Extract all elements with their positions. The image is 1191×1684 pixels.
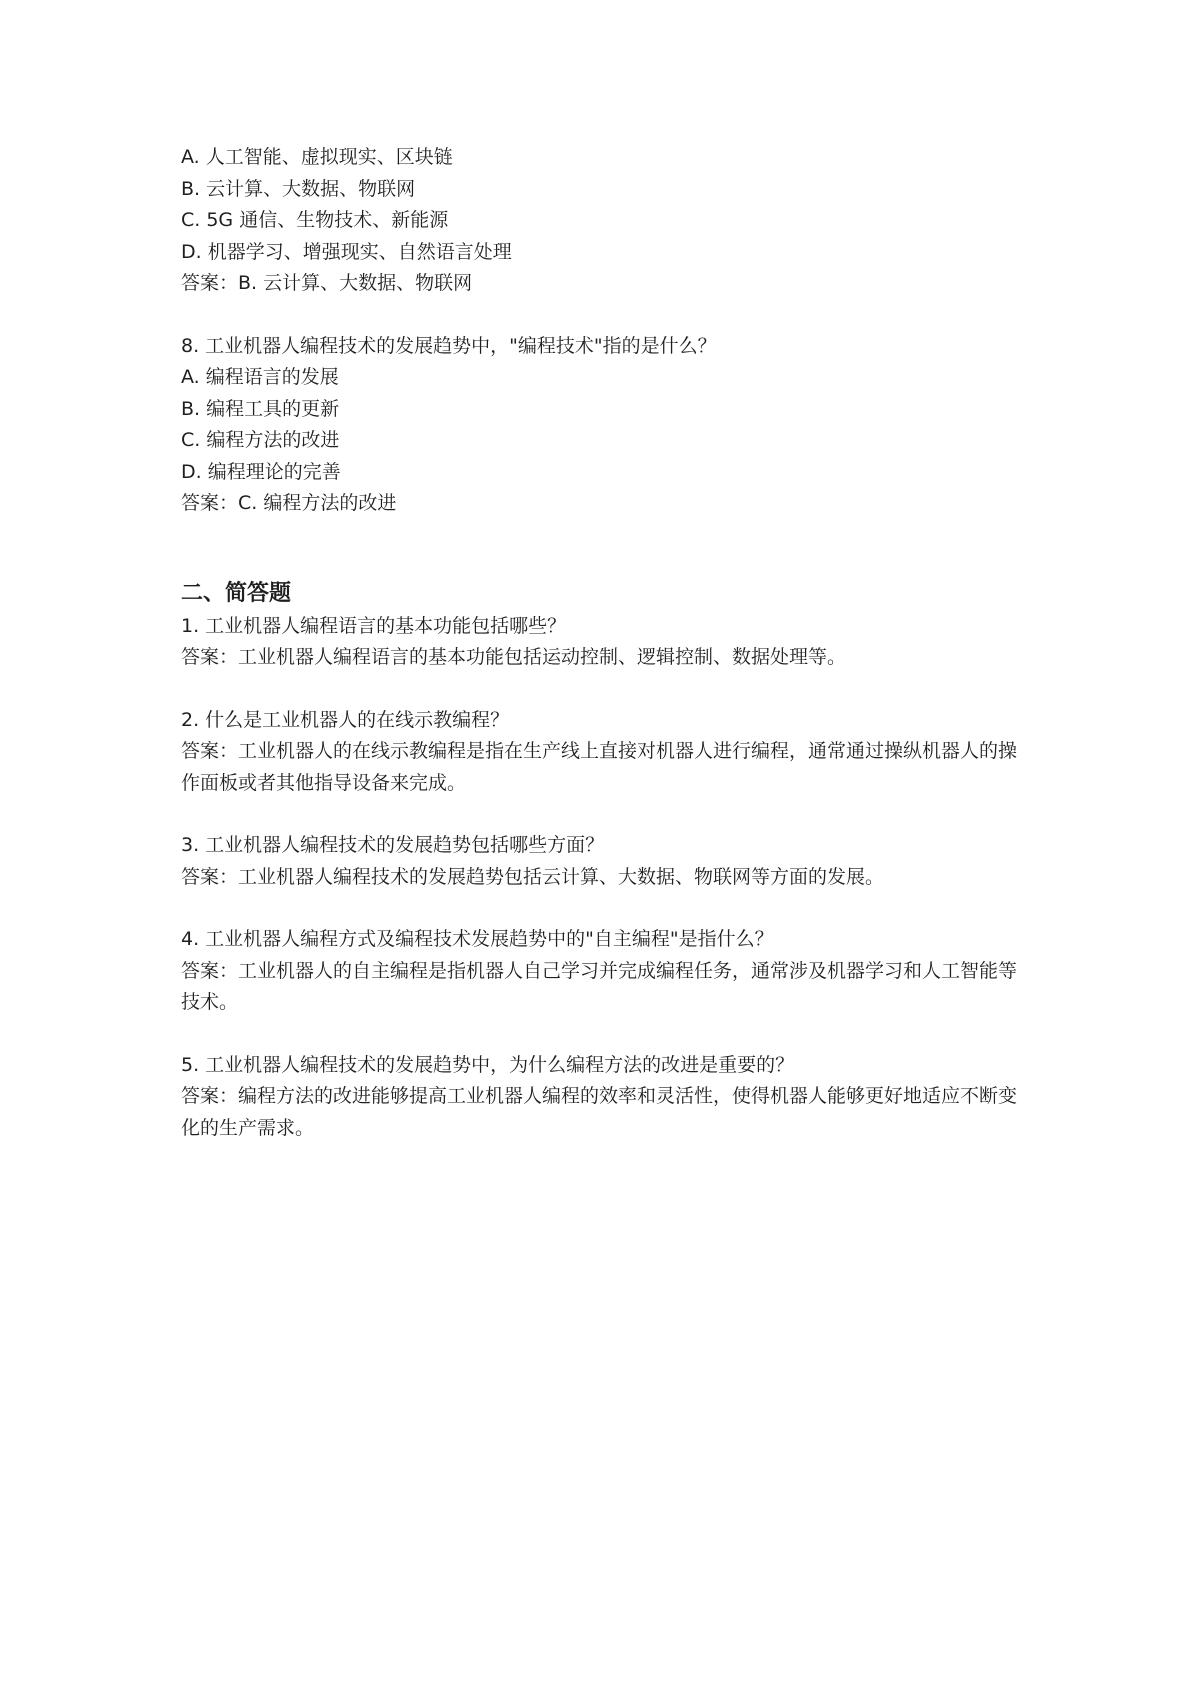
short-answer-5 (181, 1050, 1031, 1145)
short-answer-2 (181, 705, 1031, 800)
sa2-answer: 答案：工业机器人的在线示教编程是指在生产线上直接对机器人进行编程，通常通过操纵机器人的操作面板或者其他指导设备来完成。 (181, 740, 1018, 794)
q8-question: 8. 工业机器人编程技术的发展趋势中，"编程技术"指的是什么？ (181, 334, 717, 357)
q8-option-c: C. 编程方法的改进 (181, 429, 340, 451)
q7-option-d: D. 机器学习、增强现实、自然语言处理 (181, 240, 512, 263)
sa4-answer: 答案：工业机器人的自主编程是指机器人自己学习并完成编程任务，通常涉及机器学习和人工智能等技术。 (181, 959, 1018, 1013)
sa1-question: 1. 工业机器人编程语言的基本功能包括哪些？ (181, 614, 567, 637)
sa5-question: 5. 工业机器人编程技术的发展趋势中，为什么编程方法的改进是重要的？ (181, 1053, 795, 1076)
short-answer-4 (181, 924, 1031, 1019)
q8-option-b: B. 编程工具的更新 (181, 397, 340, 420)
q7-option-b: B. 云计算、大数据、物联网 (181, 177, 416, 200)
question-7-block (181, 142, 1031, 300)
sa4-question: 4. 工业机器人编程方式及编程技术发展趋势中的"自主编程"是指什么？ (181, 928, 774, 950)
sa5-answer: 答案：编程方法的改进能够提高工业机器人编程的效率和灵活性，使得机器人能够更好地适应不断变化的生产需求。 (181, 1085, 1018, 1139)
sa3-question: 3. 工业机器人编程技术的发展趋势包括哪些方面？ (181, 834, 605, 856)
short-answer-1 (181, 611, 1031, 674)
section-title: 二、简答题 (181, 580, 292, 606)
short-answer-3 (181, 830, 1031, 893)
q8-option-d: D. 编程理论的完善 (181, 460, 341, 483)
sa2-question: 2. 什么是工业机器人的在线示教编程？ (181, 708, 510, 731)
q7-option-a: A. 人工智能、虚拟现实、区块链 (181, 146, 453, 168)
q7-answer: 答案：B. 云计算、大数据、物联网 (181, 272, 473, 294)
q8-option-a: A. 编程语言的发展 (181, 366, 339, 388)
sa3-answer: 答案：工业机器人编程技术的发展趋势包括云计算、大数据、物联网等方面的发展。 (181, 865, 885, 888)
q7-option-c: C. 5G 通信、生物技术、新能源 (181, 209, 449, 231)
sa1-answer: 答案：工业机器人编程语言的基本功能包括运动控制、逻辑控制、数据处理等。 (181, 646, 847, 668)
q8-answer: 答案：C. 编程方法的改进 (181, 492, 397, 514)
question-8-block (181, 331, 1031, 520)
document-page (181, 142, 1031, 1144)
